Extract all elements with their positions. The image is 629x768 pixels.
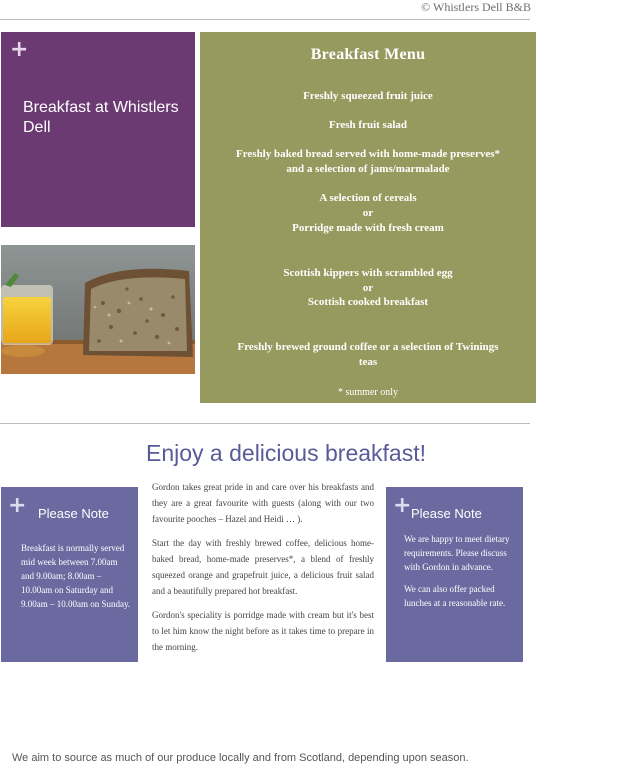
top-divider <box>0 19 530 20</box>
note-text: Breakfast is normally served mid week between 7.00am and 9.00am; 8.00am – 10.00am on Saturday and 9.00am – 10.00am on Sunday. <box>21 543 131 609</box>
plus-icon: + <box>10 37 29 62</box>
plus-icon: + <box>8 493 27 518</box>
menu-item-or: or <box>362 282 374 294</box>
middle-divider <box>0 423 530 424</box>
note-box-dietary <box>386 487 523 662</box>
menu-item: Freshly brewed ground coffee or a selection of Twinings teas <box>237 341 499 368</box>
breakfast-menu <box>200 32 536 403</box>
menu-title: Breakfast Menu <box>310 46 426 63</box>
note-paragraph: We are happy to meet dietary requirements. Please discuss with Gordon in advance. <box>404 534 510 572</box>
body-text <box>152 479 374 663</box>
body-paragraph: Gordon's speciality is porridge made with cream but it's best to let him know the night before as it takes time to prepare in the morning. <box>152 610 374 652</box>
menu-item: Freshly baked bread served with home-made preserves* and a selection of jams/marmalade <box>236 148 500 175</box>
footer-text: We aim to source as much of our produce locally and from Scotland, depending upon season. <box>12 752 469 764</box>
note-title: Please Note <box>411 506 482 521</box>
menu-item: Freshly squeezed fruit juice <box>303 90 433 102</box>
plus-icon: + <box>393 493 412 518</box>
section-heading: Enjoy a delicious breakfast! <box>146 440 426 466</box>
menu-item: Scottish cooked breakfast <box>307 296 429 308</box>
note-text <box>404 532 516 618</box>
breakfast-photo-illustration <box>1 245 195 374</box>
body-paragraph: Start the day with freshly brewed coffee, delicious home-baked bread, home-made preserves*, a blend of freshly squeezed orange and grapefruit juice, a delicious fruit salad and a beautifully prepared hot breakfast. <box>152 538 374 596</box>
menu-item: Porridge made with fresh cream <box>292 222 444 234</box>
copyright-text: © Whistlers Dell B&B <box>421 0 531 14</box>
note-title: Please Note <box>38 506 109 521</box>
menu-item-or: or <box>362 207 374 219</box>
body-paragraph: Gordon takes great pride in and care over his breakfasts and they are a great favourite with guests (along with our two favourite pooches – Hazel and Heidi … ). <box>152 482 374 524</box>
page-title: Breakfast at Whistlers Dell <box>23 99 179 136</box>
menu-item: Fresh fruit salad <box>328 119 408 131</box>
note-box-hours <box>1 487 138 662</box>
menu-item: A selection of cereals <box>319 192 417 204</box>
note-paragraph: We can also offer packed lunches at a reasonable rate. <box>404 584 506 608</box>
menu-item: Scottish kippers with scrambled egg <box>283 267 453 279</box>
title-box <box>1 32 195 227</box>
menu-footnote: * summer only <box>338 387 398 398</box>
breakfast-photo <box>1 245 195 374</box>
